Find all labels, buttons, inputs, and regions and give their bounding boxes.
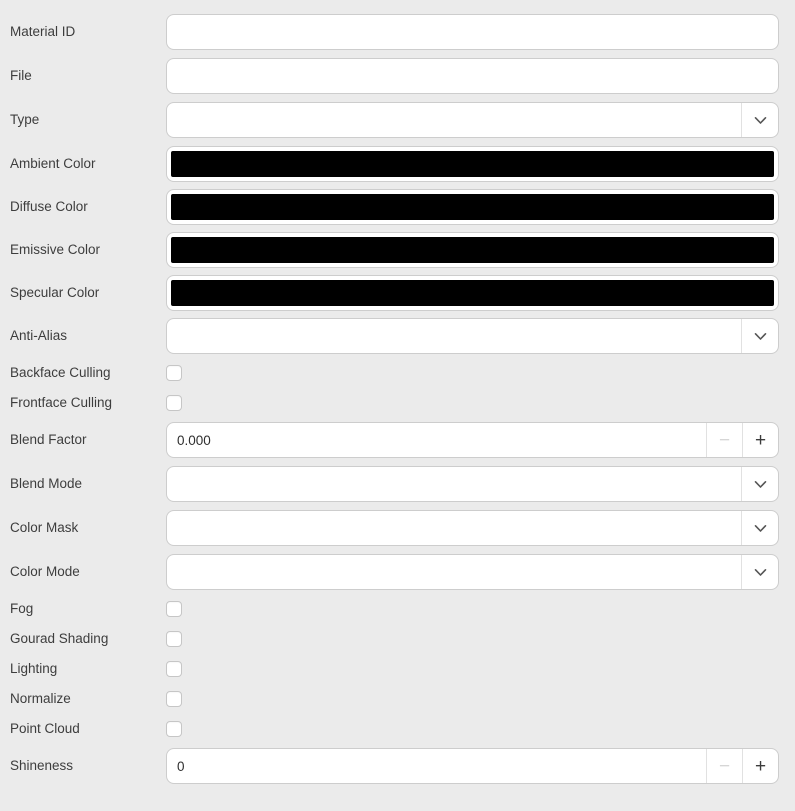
field-label: Shineness <box>10 757 74 773</box>
material-id-input[interactable] <box>166 14 779 50</box>
form-row-point-cloud <box>0 721 779 737</box>
lighting-checkbox[interactable] <box>166 661 182 677</box>
form-row-file <box>0 58 779 94</box>
field-label: Point Cloud <box>10 720 80 736</box>
chevron-down-icon[interactable] <box>741 103 778 137</box>
field-label: Normalize <box>10 690 71 706</box>
form-row-blend-factor <box>0 422 779 458</box>
emissive-color-button[interactable] <box>166 232 779 268</box>
form-row-gourad-shading <box>0 631 779 647</box>
dropdown-value <box>167 511 741 545</box>
field-label: Lighting <box>10 660 58 676</box>
chevron-down-icon[interactable] <box>741 555 778 589</box>
field-label: Fog <box>10 600 34 616</box>
dropdown-value <box>167 555 741 589</box>
type-dropdown[interactable] <box>166 102 779 138</box>
increment-button[interactable]: + <box>742 423 778 457</box>
anti-alias-dropdown[interactable] <box>166 318 779 354</box>
backface-culling-checkbox[interactable] <box>166 365 182 381</box>
chevron-down-icon[interactable] <box>741 319 778 353</box>
form-row-anti-alias <box>0 318 779 354</box>
field-label: Type <box>10 111 40 127</box>
field-label: Backface Culling <box>10 364 111 380</box>
shineness-input[interactable] <box>167 749 706 783</box>
form-row-diffuse-color <box>0 189 779 225</box>
field-label: Blend Mode <box>10 475 83 491</box>
field-label: Color Mask <box>10 519 79 535</box>
form-row-color-mask <box>0 510 779 546</box>
shineness-spinbox <box>166 748 779 784</box>
dropdown-value <box>167 467 741 501</box>
form-row-emissive-color <box>0 232 779 268</box>
increment-button[interactable]: + <box>742 749 778 783</box>
point-cloud-checkbox[interactable] <box>166 721 182 737</box>
field-label: Gourad Shading <box>10 630 109 646</box>
chevron-down-icon[interactable] <box>741 511 778 545</box>
field-label: Anti-Alias <box>10 327 68 343</box>
field-label: Specular Color <box>10 284 100 300</box>
form-row-type <box>0 102 779 138</box>
field-label: Diffuse Color <box>10 198 88 214</box>
field-label: Material ID <box>10 23 76 39</box>
form-row-frontface-culling <box>0 395 779 411</box>
color-swatch <box>171 151 774 177</box>
form-row-color-mode <box>0 554 779 590</box>
chevron-down-icon[interactable] <box>741 467 778 501</box>
dropdown-value <box>167 319 741 353</box>
form-row-specular-color <box>0 275 779 311</box>
file-input[interactable] <box>166 58 779 94</box>
field-label: Blend Factor <box>10 431 87 447</box>
normalize-checkbox[interactable] <box>166 691 182 707</box>
blend-factor-spinbox <box>166 422 779 458</box>
field-label: Ambient Color <box>10 155 96 171</box>
decrement-button[interactable]: − <box>706 423 742 457</box>
form-row-normalize <box>0 691 779 707</box>
form-row-ambient-color <box>0 146 779 182</box>
specular-color-button[interactable] <box>166 275 779 311</box>
color-swatch <box>171 280 774 306</box>
decrement-button[interactable]: − <box>706 749 742 783</box>
form-row-fog <box>0 601 779 617</box>
dropdown-value <box>167 103 741 137</box>
field-label: Emissive Color <box>10 241 101 257</box>
form-row-backface-culling <box>0 365 779 381</box>
form-row-blend-mode <box>0 466 779 502</box>
field-label: Color Mode <box>10 563 80 579</box>
diffuse-color-button[interactable] <box>166 189 779 225</box>
frontface-culling-checkbox[interactable] <box>166 395 182 411</box>
color-mode-dropdown[interactable] <box>166 554 779 590</box>
color-swatch <box>171 194 774 220</box>
form-row-lighting <box>0 661 779 677</box>
fog-checkbox[interactable] <box>166 601 182 617</box>
form-row-material-id <box>0 14 779 50</box>
color-swatch <box>171 237 774 263</box>
gourad-shading-checkbox[interactable] <box>166 631 182 647</box>
field-label: File <box>10 67 32 83</box>
blend-factor-input[interactable] <box>167 423 706 457</box>
ambient-color-button[interactable] <box>166 146 779 182</box>
blend-mode-dropdown[interactable] <box>166 466 779 502</box>
field-label: Frontface Culling <box>10 394 113 410</box>
color-mask-dropdown[interactable] <box>166 510 779 546</box>
form-row-shineness <box>0 748 779 784</box>
